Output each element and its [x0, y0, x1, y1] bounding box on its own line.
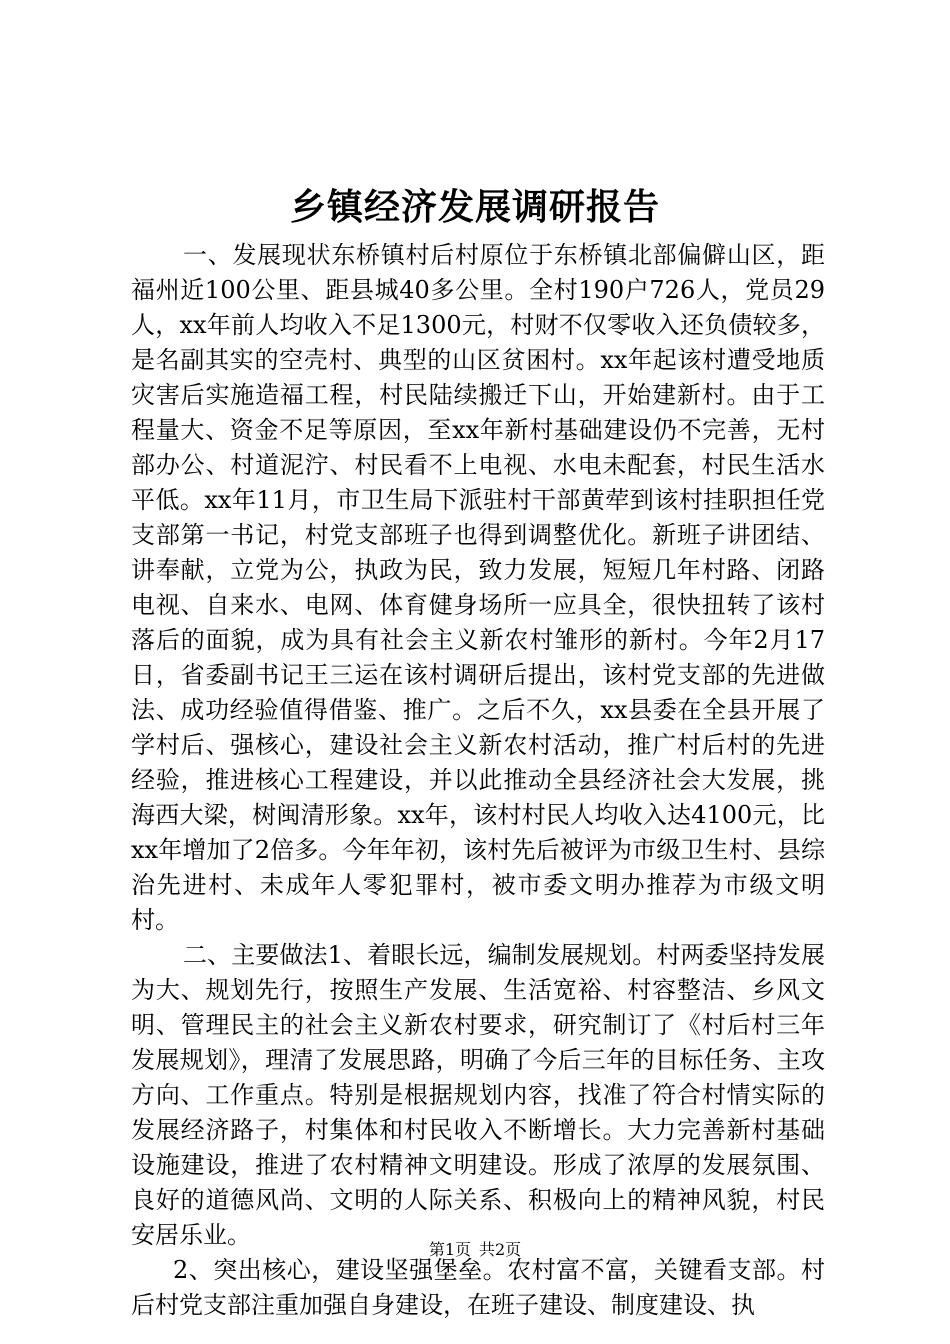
document-title: 乡镇经济发展调研报告 [289, 186, 660, 228]
paragraph-main-practices: 二、主要做法1、着眼长远，编制发展规划。村两委坚持发展为大、规划先行，按照生产发展、生活宽裕、村容整洁、乡风文明、管理民主的社会主义新农村要求，研究制订了《村后村三年发展规划》，理清了发展思路，明确了今后三年的目标任务、主攻方向、工作重点。特别是根据规划内容，找准了符合村情实际的发展经济路子，村集体和村民收入不断增长。大力完善新村基础设施建设，推进了农村精神文明建设。形成了浓厚的发展氛围、良好的道德风尚、文明的人际关系、积极向上的精神风貌，村民安居乐业。 [131, 941, 825, 1249]
paragraph-development-status: 一、发展现状东桥镇村后村原位于东桥镇北部偏僻山区，距福州近100公里、距县城40多公里。全村190户726人，党员29人，xx年前人均收入不足1300元，村财不仅零收入还负债较多，是名副其实的空壳村、典型的山区贫困村。xx年起该村遭受地质灾害后实施造福工程，村民陆续搬迁下山，开始建新村。由于工程量大、资金不足等原因，至xx年新村基础建设仍不完善，无村部办公、村道泥泞、村民看不上电视、水电未配套，村民生活水平低。xx年11月，市卫生局下派驻村干部黄荦到该村挂职担任党支部第一书记，村党支部班子也得到调整优化。新班子讲团结、讲奉献，立党为公，执政为民，致力发展，短短几年村路、闭路电视、自来水、电网、体育健身场所一应具全，很快扭转了该村落后的面貌，成为具有社会主义新农村雏形的新村。今年2月17日，省委副书记王三运在该村调研后提出，该村党支部的先进做法、成功经验值得借鉴、推广。之后不久，xx县委在全县开展了学村后、强核心，建设社会主义新农村活动，推广村后村的先进经验，推进核心工程建设，并以此推动全县经济社会大发展，挑海西大梁，树闽清形象。xx年，该村村民人均收入达4100元，比xx年增加了2倍多。今年年初，该村先后被评为市级卫生村、县综治先进村、未成年人零犯罪村，被市委文明办推荐为市级文明村。 [131, 241, 825, 934]
paragraph-strengthen-core: 2、突出核心，建设坚强堡垒。农村富不富，关键看支部。村后村党支部注重加强自身建设，在班子建设、制度建设、执 [131, 1256, 825, 1319]
page-total: 共2页 [479, 1240, 522, 1259]
document-body [131, 238, 825, 1323]
page-number: 第1页 [428, 1240, 471, 1259]
page-footer [0, 1240, 950, 1260]
